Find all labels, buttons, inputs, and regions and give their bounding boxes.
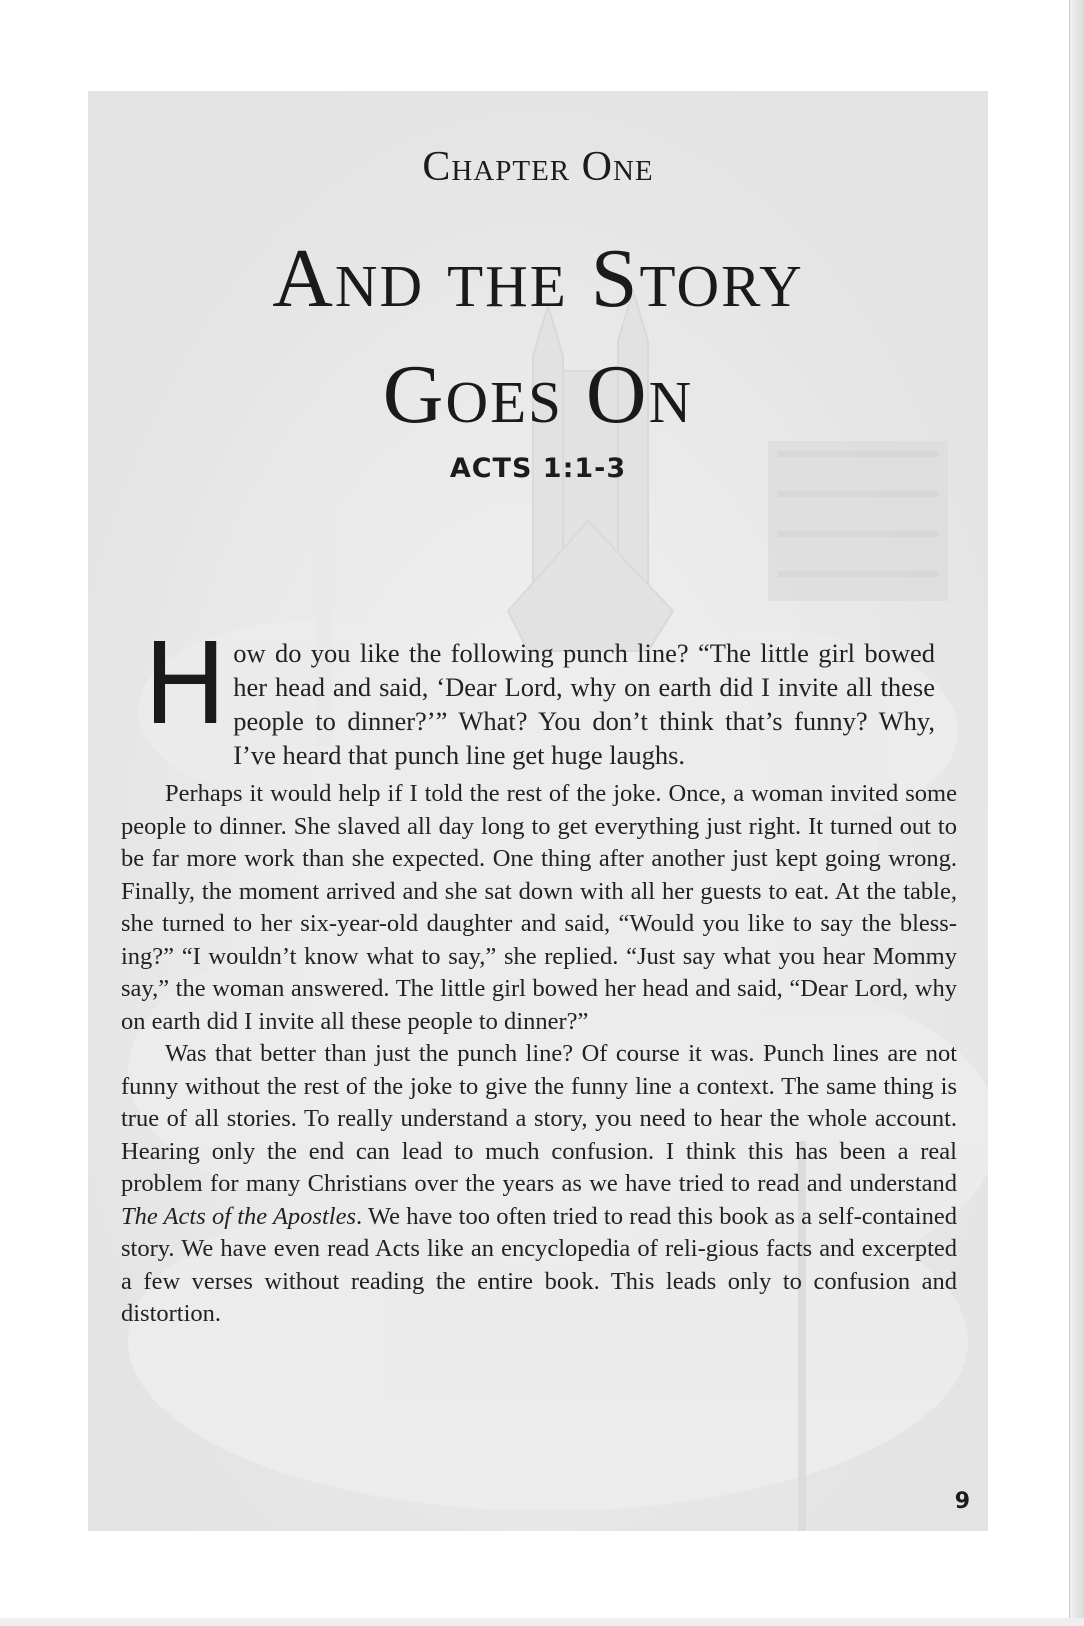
chapter-title-line-2: Goes On — [382, 348, 694, 441]
paragraph-3-text-end: . We have too often tried to read this book as a self-contained story. We have even read Acts like an encyclopedia of reli-gious facts and excerpted a few verses without reading the entire book. This leads only to confusion and distortion. — [121, 1202, 957, 1327]
page-bottom-edge — [0, 1618, 1084, 1626]
page-panel — [88, 91, 988, 1531]
scripture-reference: ACTS 1:1-3 — [449, 453, 627, 484]
page-number: 9 — [954, 1489, 970, 1514]
paragraph-3-text-start: Was that better than just the punch line? Of course it was. Punch lines are not funny without the rest of the joke to give the funny line a context. The same thing is true of all stories. To really understand a story, you need to hear the whole account. Hearing only the end can lead to much confusion. I think this has been a real problem for many Christians over the years as we have tried to read and understand — [121, 1040, 957, 1197]
page-edge — [1069, 0, 1084, 1626]
book-title: The Acts of the Apostles — [121, 1202, 356, 1230]
chapter-title — [88, 221, 988, 453]
chapter-label: Chapter One — [422, 144, 654, 190]
chapter-title-line-1: And the Story — [272, 232, 804, 325]
drop-cap: H — [143, 620, 228, 750]
body-text — [121, 620, 957, 1331]
opening-paragraph — [143, 620, 935, 772]
paragraph-3 — [121, 1038, 957, 1331]
opening-paragraph-text: ow do you like the following punch line? “The little girl bowed her head and said, ‘Dear Lord, why on earth did I invite all these people to dinner?’” What? You don’t think that’s funny? Why, I’ve heard that punch line get huge laughs. — [233, 638, 935, 770]
paragraph-2: Perhaps it would help if I told the rest of the joke. Once, a woman invited some people to dinner. She slaved all day long to get everything just right. It turned out to be far more work than she expected. One thing after another just kept going wrong. Finally, the moment arrived and she sat down with all her guests to eat. At the table, she turned to her six-year-old daughter and said, “Would you like to say the bless-ing?” “I wouldn’t know what to say,” she replied. “Just say what you hear Mommy say,” the woman answered. The little girl bowed her head and said, “Dear Lord, why on earth did I invite all these people to dinner?” — [121, 780, 957, 1035]
